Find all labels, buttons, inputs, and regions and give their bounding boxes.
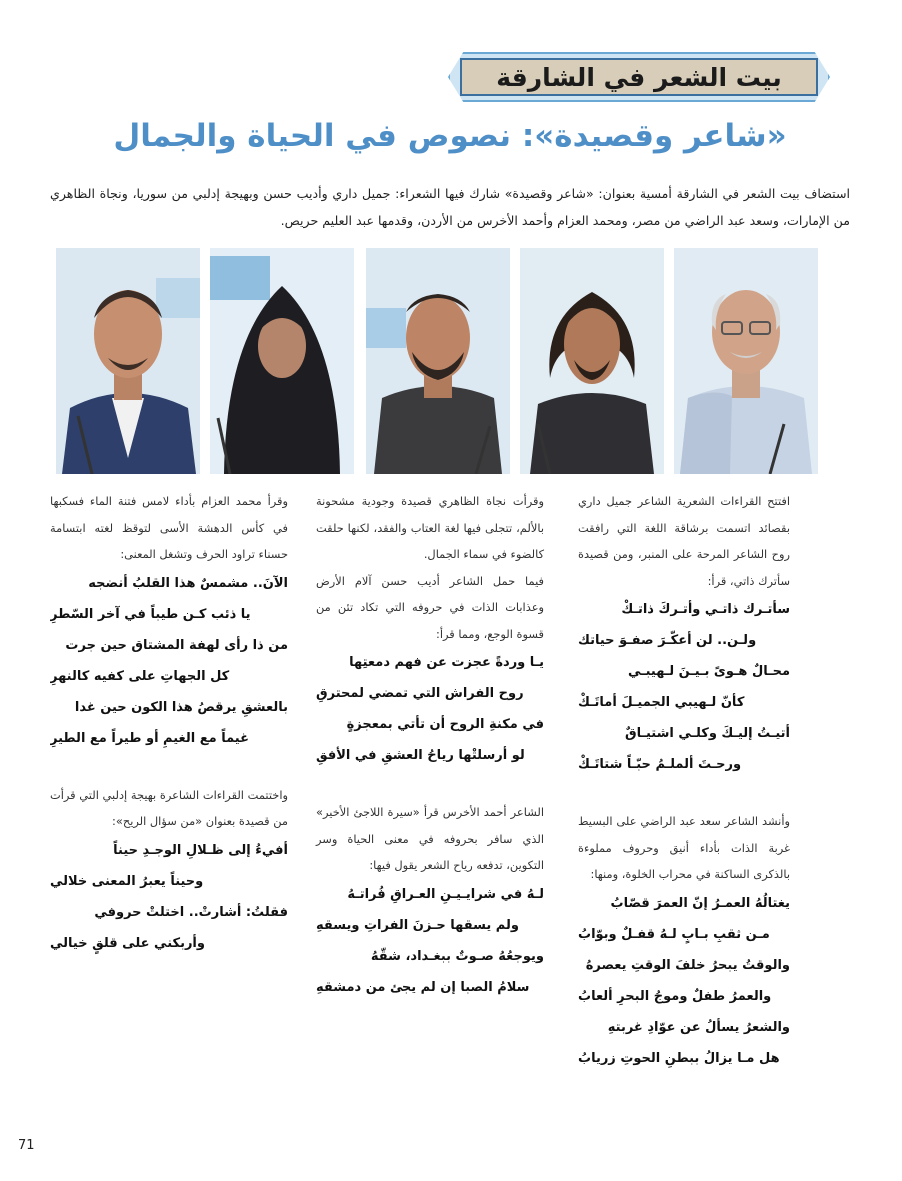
- verse-line: ولم يسقها حـزنَ الفراتِ ويسقهِ: [316, 917, 519, 933]
- verse-line: وحيناً يعبرُ المعنى خلالي: [50, 873, 204, 889]
- banner-plate: [460, 58, 818, 96]
- article-intro: استضاف بيت الشعر في الشارقة أمسية بعنوان: «شاعر وقصيدة» شارك فيها الشعراء: جميل داري وأديب حسن وبهيجة إدلبي من سوريا، ونجاة الظاهري من الإمارات، وسعد عبد الراضي من مصر، ومحمد العزام وأحمد الأخرس من الأردن، وقدمها عبد العليم حريص.: [50, 186, 850, 228]
- column-left: [50, 488, 288, 959]
- verse-line: والعمرُ طفلٌ وموجُ البحرِ ألعابُ: [578, 988, 772, 1004]
- verse-line: الآنَ.. مشمسٌ هذا القلبُ أنضجه: [88, 575, 288, 591]
- column-middle: [316, 488, 544, 1003]
- poet-photo-3: [366, 248, 510, 474]
- verse-line: وأربكني على قلقٍ خيالي: [50, 935, 205, 951]
- portrait-4: [520, 248, 664, 474]
- verse-line: مـن ثقبِ بـابٍ لـهُ قفـلٌ وبوّابُ: [578, 926, 770, 942]
- verse-line: فقلتُ: أشارتْ.. اختلتْ حروفي: [94, 904, 288, 920]
- portrait-2: [210, 248, 354, 474]
- portrait-5: [674, 248, 818, 474]
- portrait-1: [56, 248, 200, 474]
- paragraph: وقرأ محمد العزام بأداء لامس فتنة الماء فسكبها في كأس الدهشة الأسى لتوقظ لغته ابتسامة حسناء تراود الحرف وتشغل المعنى:: [50, 494, 288, 561]
- verse-line: يـا وردةً عجزت عن فهم دمعتِها: [349, 655, 544, 670]
- paragraph: وقرأت نجاة الظاهري قصيدة وجودية مشحونة بالألم، تتجلى فيها لغة العتاب والفقد، لكنها حلقت كالضوء في سماء الجمال.: [316, 494, 544, 561]
- verse-line: ورحـتَ ألملـمُ حبّـاً شتاتَـكْ: [578, 757, 742, 772]
- column-right: [578, 488, 790, 1074]
- verse-line: محـالٌ هـوىً بـيـنَ لـهيبـي: [627, 664, 790, 679]
- verse-line: من ذا رأى لهفة المشتاق حين جرت: [65, 637, 288, 653]
- verse-line: هل مـا يزالُ ببطنِ الحوتِ زريابُ: [578, 1050, 780, 1066]
- verse-line: أتيـتُ إليـكَ وكلـي اشتيـاقٌ: [625, 726, 790, 741]
- verse-line: غيماً مع الغيمِ أو طيراً مع الطيرِ: [50, 730, 249, 746]
- poet-photo-1: [56, 248, 200, 474]
- paragraph: وأنشد الشاعر سعد عبد الراضي على البسيط غربة الذات بأداء أنيق وحروف مملوءة بالذكرى الساكنة في محراب الخلوة، ومنها:: [578, 814, 790, 881]
- poet-photos: [56, 248, 816, 474]
- verse-line: روح الفراش التي تمضي لمحترقِ: [316, 686, 524, 701]
- verse-line: كأنّ لـهيبي الجميـلَ أماتَـكْ: [578, 695, 745, 710]
- verse-line: لو أرسلتْها رياحُ العشقِ في الأفقِ: [316, 748, 525, 763]
- verse-line: كل الجهاتِ على كفيه كالنهرِ: [50, 668, 230, 684]
- verse-line: يغتالُهُ العمـرُ إنّ العمرَ قصّابُ: [610, 895, 790, 911]
- verse-line: بالعشقِ يرقصُ هذا الكون حين غدا: [74, 699, 288, 715]
- portrait-3: [366, 248, 510, 474]
- paragraph: افتتح القراءات الشعرية الشاعر جميل داري بقصائد اتسمت برشاقة اللغة التي رافقت روح الشاعر المرحة على المنبر، ومن قصيدة سأترك ذاتي، قرأ:: [578, 494, 790, 588]
- page-number: 71: [18, 1138, 35, 1153]
- verse-line: أفيءُ إلى ظـلالِ الوجـدِ حيناً: [113, 842, 288, 858]
- poet-photo-2: [210, 248, 354, 474]
- poet-photo-5: [674, 248, 818, 474]
- paragraph: الشاعر أحمد الأخرس قرأ «سيرة اللاجئ الأخير» الذي سافر بحروفه في معنى الحياة وسر التكوين، تدفعه رياح الشعر يقول فيها:: [316, 805, 544, 872]
- paragraph: فيما حمل الشاعر أديب حسن آلام الأرض وعذابات الذات في حروفه التي تكاد تئن من قسوة الوجع، ومما قرأ:: [316, 573, 544, 641]
- verse-line: ولـن.. لن أعكّـرَ صفـوَ حياتك: [578, 633, 757, 648]
- verse-line: والوقتُ يبحرُ خلفَ الوقتِ يعصرهُ: [585, 957, 790, 973]
- section-title: بيت الشعر في الشارقة: [496, 62, 782, 92]
- verse-line: لـهُ في شرايـيـنِ العـراقِ فُراتـهُ: [347, 886, 544, 902]
- section-banner: [440, 52, 838, 102]
- verse-line: يا ذئب كـن طيباً في آخر السّطرِ: [50, 606, 251, 622]
- verse-line: سلامُ الصبا إن لم يجئ من دمشقهِ: [316, 979, 530, 995]
- verse-line: في مكنةِ الروح أن تأتي بمعجزةٍ: [346, 717, 544, 732]
- verse-line: سأتـرك ذاتـي وأتـركَ ذاتـكْ: [621, 602, 790, 617]
- poet-photo-4: [520, 248, 664, 474]
- article-headline: «شاعر وقصيدة»: نصوص في الحياة والجمال: [113, 118, 787, 154]
- verse-line: والشعرُ يسألُ عن عوّادِ غربتهِ: [607, 1019, 790, 1035]
- paragraph: واختتمت القراءات الشاعرة بهيجة إدلبي التي قرأت من قصيدة بعنوان «من سؤال الريح»:: [50, 787, 288, 828]
- verse-line: ويوجعُهُ صـوتٌ ببغـداد، شقّهُ: [370, 948, 544, 964]
